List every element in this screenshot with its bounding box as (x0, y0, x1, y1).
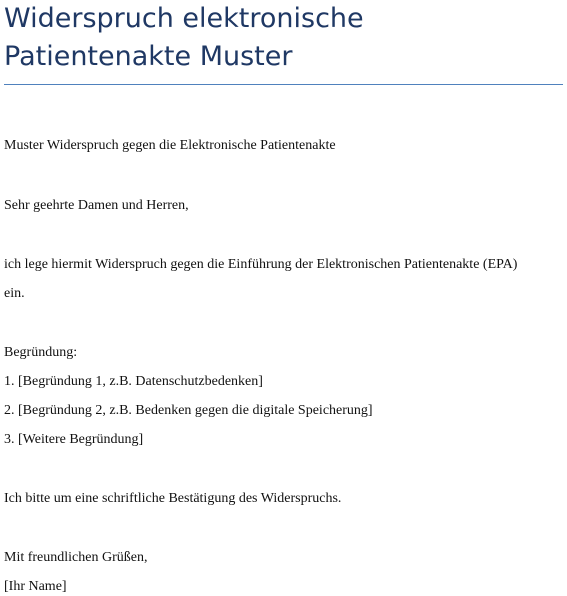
confirmation-request: Ich bitte um eine schriftliche Bestätigung des Widerspruchs. (4, 491, 342, 506)
signature-name-placeholder: [Ihr Name] (4, 579, 67, 594)
objection-line-1: ich lege hiermit Widerspruch gegen die Einführung der Elektronischen Patientenakte (EPA) (4, 257, 518, 272)
closing: Mit freundlichen Grüßen, (4, 550, 148, 565)
document-heading: Muster Widerspruch gegen die Elektronische Patientenakte (4, 138, 336, 153)
reason-item-3: 3. [Weitere Begründung] (4, 432, 144, 447)
reasons-label: Begründung: (4, 345, 78, 360)
title-divider (4, 84, 563, 85)
reason-item-1: 1. [Begründung 1, z.B. Datenschutzbedenken] (4, 374, 263, 389)
objection-line-2: ein. (4, 286, 25, 301)
document-title (4, 0, 564, 76)
document-title-line-2: Patientenakte Muster (4, 41, 293, 72)
document-title-line-1: Widerspruch elektronische (4, 3, 364, 34)
reason-item-2: 2. [Begründung 2, z.B. Bedenken gegen die digitale Speicherung] (4, 403, 373, 418)
salutation: Sehr geehrte Damen und Herren, (4, 198, 189, 213)
